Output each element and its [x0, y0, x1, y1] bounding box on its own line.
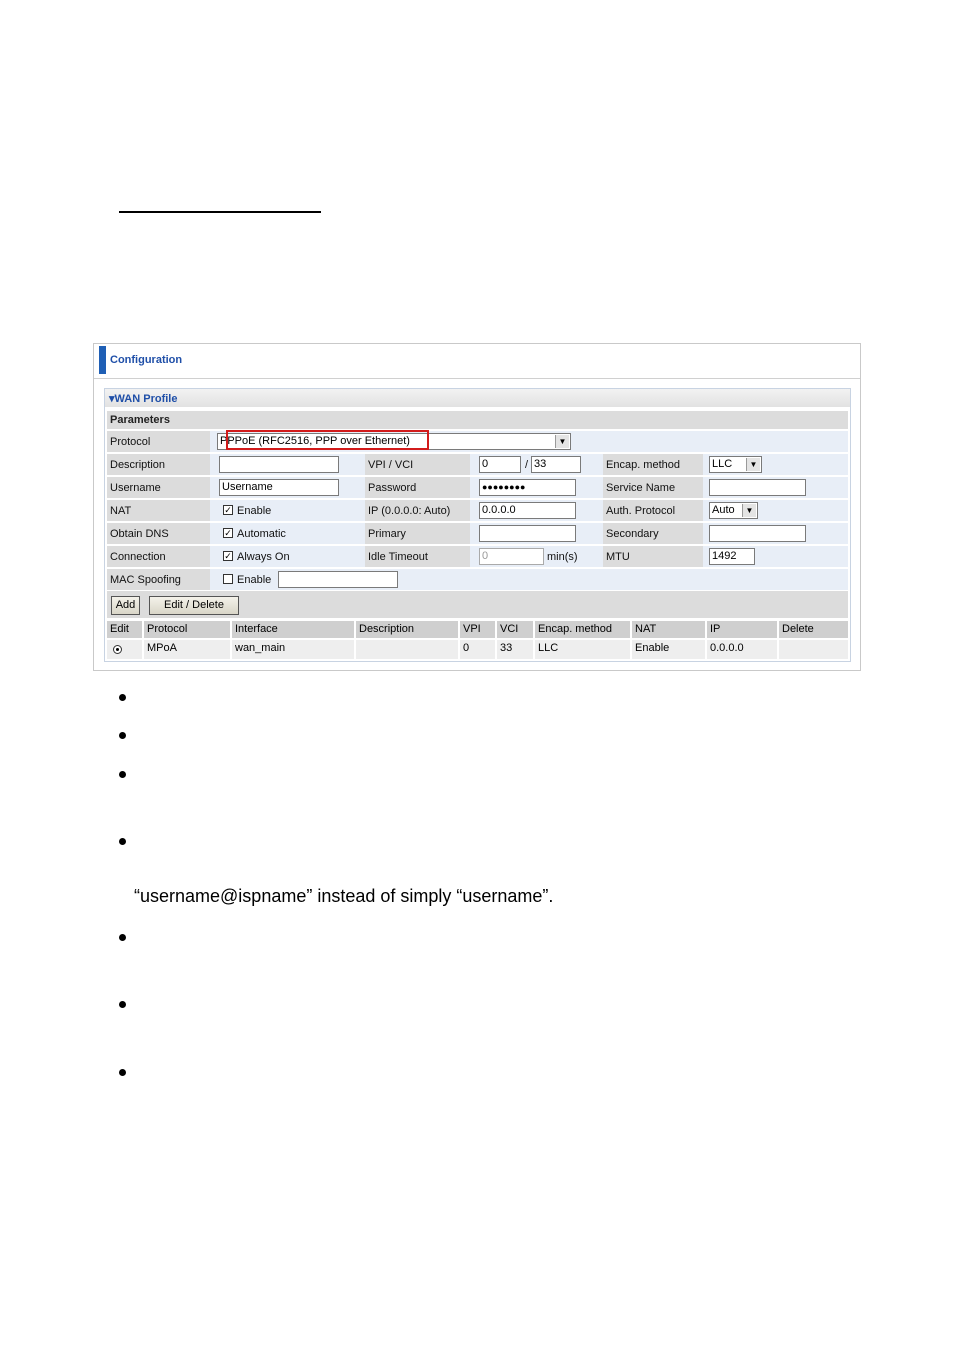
- col-nat: NAT: [632, 621, 707, 638]
- bullet-point: [119, 934, 126, 941]
- service-name-label: Service Name: [606, 482, 676, 494]
- edit-cell: [107, 640, 144, 659]
- mac-spoofing-row: [107, 569, 848, 590]
- auth-protocol-label: Auth. Protocol: [606, 505, 676, 517]
- wan-profile-header[interactable]: [105, 389, 850, 407]
- table-row: [107, 640, 848, 659]
- edit-delete-button[interactable]: Edit / Delete: [149, 596, 239, 615]
- nat-option-label: Enable: [237, 505, 272, 517]
- always-on-checkbox[interactable]: ✓: [224, 551, 232, 561]
- connection-label: Connection: [110, 551, 166, 563]
- connection-row: [107, 546, 848, 567]
- add-button[interactable]: Add: [111, 596, 140, 615]
- col-protocol: Protocol: [144, 621, 232, 638]
- dropdown-arrow-icon: ▼: [555, 435, 569, 448]
- always-on-label: Always On: [237, 551, 290, 563]
- description-label: Description: [110, 459, 166, 471]
- parameters-label: Parameters: [110, 414, 170, 426]
- dns-row: [107, 523, 848, 544]
- description-row: [107, 454, 848, 475]
- edit-radio[interactable]: [113, 645, 122, 654]
- username-input[interactable]: Username: [219, 479, 339, 496]
- dns-option-label: Automatic: [237, 528, 286, 540]
- auth-protocol-value: Auto: [712, 504, 735, 516]
- encap-cell: LLC: [535, 640, 632, 659]
- wan-table-header: [107, 621, 848, 638]
- encap-method-select[interactable]: [709, 456, 762, 473]
- interface-cell: wan_main: [232, 640, 356, 659]
- description-input[interactable]: [219, 456, 339, 473]
- configuration-panel: [93, 343, 861, 671]
- secondary-dns-input[interactable]: [709, 525, 806, 542]
- bullet-point: [119, 771, 126, 778]
- bullet-point: [119, 732, 126, 739]
- primary-dns-input[interactable]: [479, 525, 576, 542]
- mac-spoofing-option-label: Enable: [237, 574, 272, 586]
- password-label: Password: [368, 482, 417, 494]
- protocol-select-value: PPPoE (RFC2516, PPP over Ethernet): [220, 435, 410, 447]
- action-button-row: [107, 591, 848, 618]
- idle-timeout-label: Idle Timeout: [368, 551, 428, 563]
- ip-label: IP (0.0.0.0: Auto): [368, 505, 451, 517]
- col-ip: IP: [707, 621, 779, 638]
- vci-input[interactable]: 33: [531, 456, 581, 473]
- idle-timeout-unit: min(s): [547, 551, 578, 563]
- protocol-label: Protocol: [110, 436, 151, 448]
- dns-checkbox[interactable]: ✓: [224, 528, 232, 538]
- wan-profile-section: [104, 388, 851, 662]
- col-description: Description: [356, 621, 460, 638]
- collapse-triangle-icon: ▾: [109, 393, 115, 405]
- secondary-dns-label: Secondary: [606, 528, 659, 540]
- encap-method-value: LLC: [712, 458, 733, 470]
- section-heading-underline: [119, 211, 321, 213]
- username-label: Username: [110, 482, 161, 494]
- protocol-row: [107, 431, 848, 452]
- primary-dns-label: Primary: [368, 528, 406, 540]
- body-text: “username@ispname” instead of simply “username”.: [134, 886, 554, 906]
- delete-cell: [779, 640, 848, 659]
- nat-cell: Enable: [632, 640, 707, 659]
- col-encap-method: Encap. method: [535, 621, 632, 638]
- nat-label: NAT: [110, 505, 132, 517]
- encap-method-label: Encap. method: [606, 459, 680, 471]
- protocol-cell: MPoA: [144, 640, 232, 659]
- mac-spoofing-label: MAC Spoofing: [110, 574, 181, 586]
- password-input[interactable]: ●●●●●●●●: [479, 479, 576, 496]
- mtu-input[interactable]: 1492: [709, 548, 755, 565]
- username-row: [107, 477, 848, 498]
- bullet-point: [119, 1001, 126, 1008]
- dropdown-arrow-icon: ▼: [742, 504, 756, 517]
- vpi-vci-label: VPI / VCI: [368, 459, 414, 471]
- header-accent-bar: [99, 346, 106, 374]
- configuration-title: Configuration: [110, 354, 183, 366]
- auth-protocol-select[interactable]: [709, 502, 758, 519]
- protocol-highlight-box: [226, 430, 429, 450]
- bullet-point: [119, 694, 126, 701]
- bullet-point: [119, 838, 126, 845]
- parameters-header: [107, 411, 848, 429]
- col-delete: Delete: [782, 623, 814, 635]
- nat-row: [107, 500, 848, 521]
- obtain-dns-label: Obtain DNS: [110, 528, 169, 540]
- bullet-point: [119, 1069, 126, 1076]
- vpi-input[interactable]: 0: [479, 456, 521, 473]
- vci-cell: 33: [497, 640, 535, 659]
- service-name-input[interactable]: [709, 479, 806, 496]
- mac-address-input[interactable]: [278, 571, 398, 588]
- vpi-cell: 0: [460, 640, 497, 659]
- description-cell: [356, 640, 460, 659]
- col-edit: Edit: [107, 621, 144, 638]
- col-interface: Interface: [232, 621, 356, 638]
- mac-spoofing-checkbox[interactable]: [223, 574, 233, 584]
- col-vpi: VPI: [460, 621, 497, 638]
- col-vci: VCI: [497, 621, 535, 638]
- configuration-header: [94, 344, 860, 379]
- vpi-vci-separator: /: [525, 459, 529, 471]
- ip-input[interactable]: 0.0.0.0: [479, 502, 576, 519]
- wan-profile-title: ▾WAN Profile: [109, 393, 178, 405]
- ip-cell: 0.0.0.0: [707, 640, 779, 659]
- dropdown-arrow-icon: ▼: [746, 458, 760, 471]
- mtu-label: MTU: [606, 551, 630, 563]
- nat-checkbox[interactable]: ✓: [224, 505, 232, 515]
- idle-timeout-input[interactable]: 0: [479, 548, 544, 565]
